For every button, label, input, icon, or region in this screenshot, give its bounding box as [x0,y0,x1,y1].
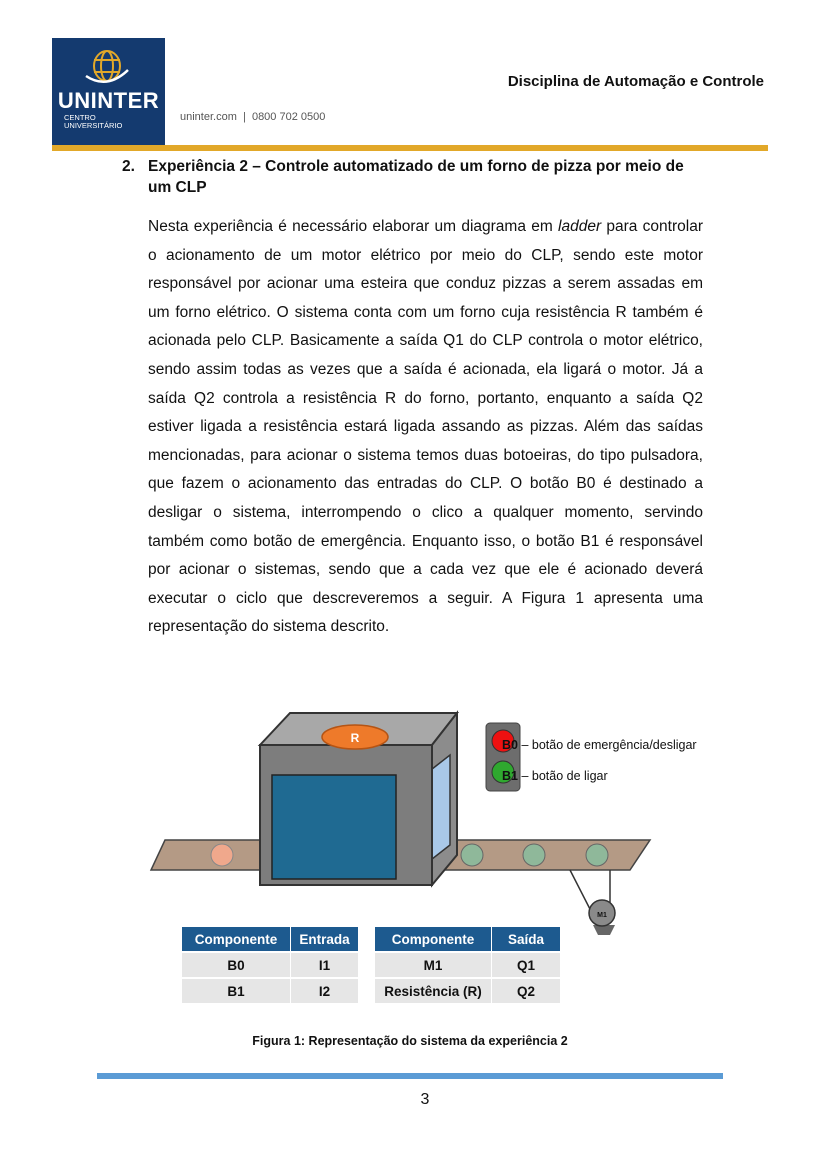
discipline-title: Disciplina de Automação e Controle [507,73,764,90]
uninter-logo [52,38,165,145]
pizza-cooked-2 [523,844,545,866]
outputs-table [375,927,560,1003]
legend-b1-code: B1 [502,769,518,783]
logo-sub-line-1: CENTRO [64,113,96,122]
globe-icon [84,46,130,90]
footer-rule [97,1073,723,1079]
inputs-header-input: Entrada [291,927,359,952]
pizza-raw [211,844,233,866]
page-number: 3 [420,1091,430,1108]
oven-window [272,775,396,879]
logo-subtitle [64,114,122,130]
body-paragraph [148,213,703,642]
header-rule [52,145,768,151]
table-row [375,952,560,978]
table-row [375,978,560,1003]
section-heading [122,156,706,198]
table-cell: I2 [291,978,359,1003]
pizza-cooked-3 [586,844,608,866]
resistor-label: R [350,731,360,745]
legend-b0 [502,738,697,752]
outputs-header-component: Componente [375,927,492,952]
pizza-cooked-1 [461,844,483,866]
outputs-header-output: Saída [492,927,561,952]
table-cell: B1 [182,978,291,1003]
table-row [182,978,358,1003]
legend-b1-text: – botão de ligar [517,769,608,783]
legend-b0-text: – botão de emergência/desligar [517,738,697,752]
table-cell: Resistência (R) [375,978,492,1003]
section-number: 2. [122,158,135,175]
legend-b1 [502,769,608,783]
inputs-table [182,927,358,1003]
paragraph-italic: ladder [558,218,602,235]
motor-label: M1 [597,912,607,919]
logo-name: UNINTER [57,88,160,113]
table-cell: Q2 [492,978,561,1003]
section-title: Experiência 2 – Controle automatizado de um forno de pizza por meio de um CLP [148,158,684,196]
table-row [182,952,358,978]
contact-info: uninter.com | 0800 702 0500 [180,111,326,123]
table-cell: B0 [182,952,291,978]
table-cell: I1 [291,952,359,978]
table-cell: Q1 [492,952,561,978]
paragraph-rest: para controlar o acionamento de um motor elétrico por meio do CLP, sendo este motor responsável por acionar uma esteira que conduz pizzas a serem assadas em um forno elétrico. O sistema conta com um forno cuja resistência R também é acionada pelo CLP. Basicamente a saída Q1 do CLP controla o motor elétrico, sendo assim todas as vezes que a saída é acionada, ela ligará o motor. Já a saída Q2 controla a resistência R do forno, portanto, enquanto a saída Q2 estiver ligada a resistência estará ligada assando as pizzas. Além das saídas mencionadas, para acionar o sistema temos duas botoeiras, do tipo pulsadora, que fazem o acionamento das entradas do CLP. O botão B0 é destinado a desligar o sistema, interrompendo o clico a qualquer momento, servindo também como botão de emergência. Enquanto isso, o botão B1 é responsável por acionar o sistemas, sendo que a cada vez que ele é acionado deverá executar o ciclo que descreveremos a seguir. A Figura 1 apresenta uma representação do sistema descrito. [148,218,703,636]
system-figure [145,705,745,1015]
legend-b0-code: B0 [502,738,518,752]
logo-sub-line-2: UNIVERSITÁRIO [64,121,123,130]
table-cell: M1 [375,952,492,978]
figure-caption: Figura 1: Representação do sistema da experiência 2 [252,1034,568,1048]
inputs-header-component: Componente [182,927,291,952]
paragraph-start: Nesta experiência é necessário elaborar um diagrama em [148,218,559,235]
